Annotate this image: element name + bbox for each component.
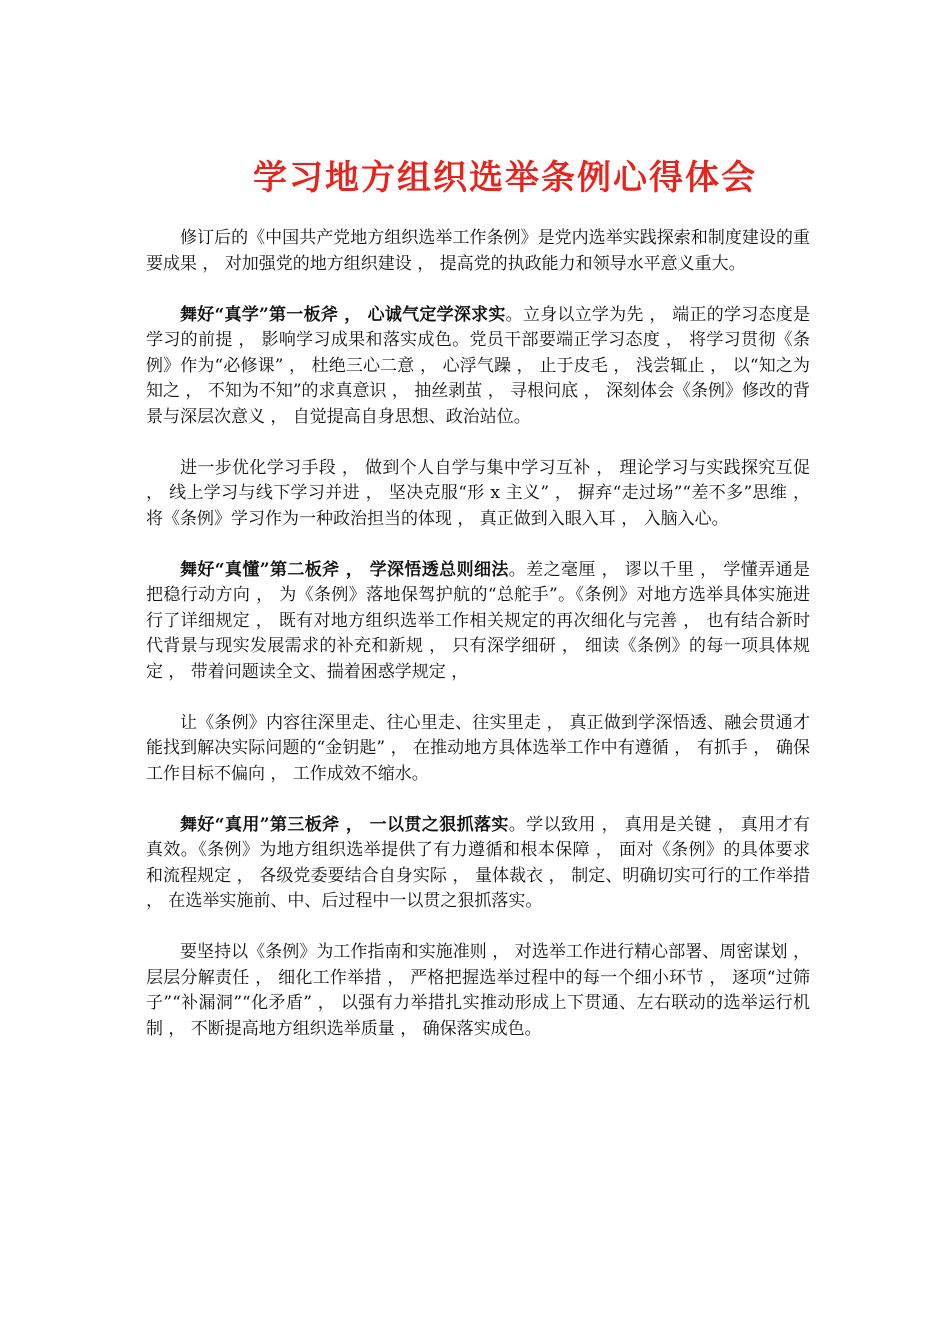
paragraph-text: 要坚持以《条例》为工作指南和实施准则 ， 对选举工作进行精心部署、周密谋划 ， 层层分解责任 ， 细化工作举措 ， 严格把握选举过程中的每一个细小环节 ， 逐项“过筛子”“补漏洞”“化矛盾” ， 以强有力举措扎实推动形成上下贯通、左右联动的选举运行机制 ， 不断提高地方组织选举质量 ， 确保落实成色。 xyxy=(146,942,810,1039)
paragraph-lead: 舞好“真懂”第二板斧 ， 学深悟透总则细法 xyxy=(180,559,509,580)
paragraph-lead: 舞好“真学”第一板斧 ， 心诚气定学深求实 xyxy=(180,304,506,325)
paragraph-text: 让《条例》内容往深里走、往心里走、往实里走 ， 真正做到学深悟透、融会贯通才能找到解决实际问题的“金钥匙” ， 在推动地方具体选举工作中有遵循 ， 有抓手 ， 确保工作目标不偏向 ， 工作成效不缩水。 xyxy=(146,712,810,784)
paragraph-text: 修订后的《中国共产党地方组织选举工作条例》是党内选举实践探索和制度建设的重要成果 ， 对加强党的地方组织建设 ， 提高党的执政能力和领导水平意义重大。 xyxy=(146,228,810,274)
paragraph-lead: 舞好“真用”第三板斧 ， 一以贯之狠抓落实 xyxy=(180,814,509,835)
paragraph xyxy=(146,558,810,686)
paragraph-text: 。学以致用 ， 真用是关键 ， 真用才有真效。《条例》为地方组织选举提供了有力遵循和根本保障 ， 面对《条例》的具体要求和流程规定 ， 各级党委要结合自身实际 ， 量体裁衣 ， 制定、明确切实可行的工作举措 ， 在选举实施前、中、后过程中一以贯之狠抓落实。 xyxy=(146,814,810,911)
document-title: 学习地方组织选举条例心得体会 xyxy=(253,158,757,198)
paragraph xyxy=(146,456,810,533)
paragraph-text: 。立身以立学为先 ， 端正的学习态度是学习的前提 ， 影响学习成果和落实成色。党员干部要端正学习态度 ， 将学习贯彻《条例》作为“必修课” ， 杜绝三心二意 ， 心浮气躁 ， 止于皮毛 ， 浅尝辄止 ， 以“知之为知之 ， 不知为不知”的求真意识 ， 抽丝剥茧 ， 寻根问底 ， 深刻体会《条例》修改的背景与深层次意义 ， 自觉提高自身思想、政治站位。 xyxy=(146,304,810,427)
document-body xyxy=(146,226,810,1068)
paragraph xyxy=(146,226,810,277)
paragraph xyxy=(146,711,810,788)
paragraph xyxy=(146,940,810,1042)
paragraph-text: 。差之毫厘 ， 谬以千里 ， 学懂弄通是把稳行动方向 ， 为《条例》落地保驾护航的“总舵手”。《条例》对地方选举具体实施进行了详细规定 ， 既有对地方组织选举工作相关规定的再次细化与完善 ， 也有结合新时代背景与现实发展需求的补充和新规 ， 只有深学细研 ， 细读《条例》的每一项具体规定 ， 带着问题读全文、揣着困惑学规定 ， xyxy=(146,559,810,682)
paragraph-text: 进一步优化学习手段 ， 做到个人自学与集中学习互补 ， 理论学习与实践探究互促 ， 线上学习与线下学习并进 ， 坚决克服“形 x 主义” ， 摒弃“走过场”“差不多”思维 ， 将《条例》学习作为一种政治担当的体现 ， 真正做到入眼入耳 ， 入脑入心。 xyxy=(146,457,810,529)
paragraph xyxy=(146,813,810,915)
paragraph xyxy=(146,303,810,431)
